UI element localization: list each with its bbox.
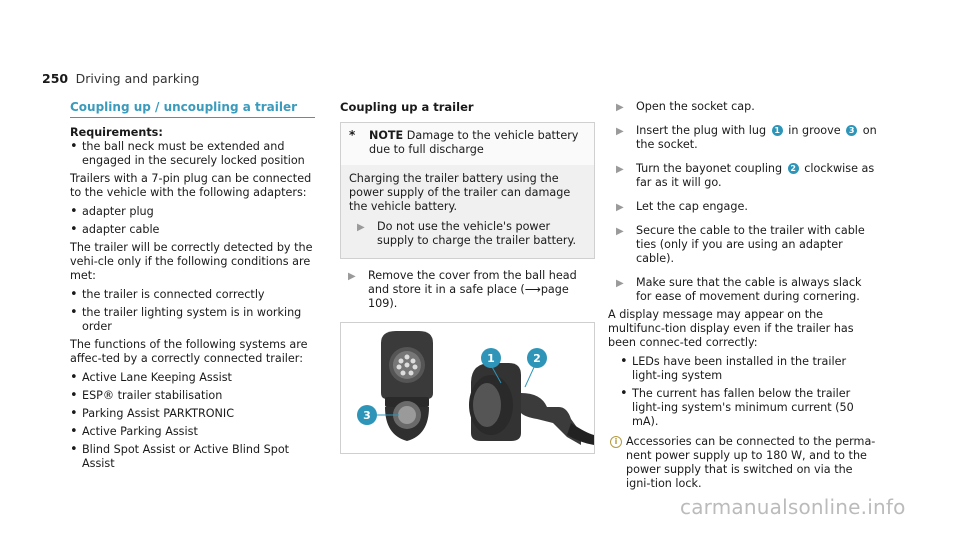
requirements-label: Requirements:: [70, 126, 163, 139]
socket-plug-illustration: [341, 323, 594, 453]
info-icon: i: [610, 436, 622, 448]
note-step: ▶ Do not use the vehicle's power supply to charge the trailer battery.: [357, 220, 577, 247]
subsection-title: Coupling up a trailer: [340, 100, 474, 114]
column-1: [70, 100, 315, 475]
list-item: • Active Lane Keeping Assist: [70, 370, 232, 385]
callout-2-badge: 2: [788, 163, 799, 174]
note-heading: Damage to the vehicle battery due to full discharge: [369, 129, 579, 156]
list-item: • Active Parking Assist: [70, 424, 198, 439]
paragraph: The functions of the following systems are affec-ted by a correctly connected trailer:: [70, 338, 308, 365]
svg-text:3: 3: [363, 409, 371, 422]
paragraph: Trailers with a 7-pin plug can be connected to the vehicle with the following adapters:: [70, 172, 312, 199]
step-arrow-icon: ▶: [616, 126, 624, 137]
page-reference-link[interactable]: page 109).: [368, 283, 569, 310]
step-arrow-icon: ▶: [616, 202, 624, 213]
list-item: • the ball neck must be extended and engaged in the securely locked position: [70, 139, 305, 167]
note-header: [341, 123, 594, 165]
note-text: Charging the trailer battery using the power supply of the trailer can damage the vehicle battery.: [349, 172, 571, 213]
section-title: Coupling up / uncoupling a trailer: [70, 100, 315, 118]
callout-2: [527, 348, 547, 368]
instruction-step: ▶ Remove the cover from the ball head and store it in a safe place (⟶page 109).: [348, 269, 577, 310]
list-item: • LEDs have been installed in the trailer light-ing system: [620, 354, 847, 382]
svg-text:2: 2: [533, 352, 541, 365]
cross-reference-arrow-icon: ⟶: [524, 283, 541, 296]
list-item: • the trailer lighting system is in working order: [70, 305, 302, 333]
step-arrow-icon: ▶: [616, 226, 624, 237]
warning-icon: *: [349, 128, 356, 142]
instruction-step: ▶ Turn the bayonet coupling 2 clockwise as far as it will go.: [616, 162, 875, 189]
list-item: • Blind Spot Assist or Active Blind Spot Assist: [70, 442, 290, 470]
trailer-plug-image: [469, 363, 594, 445]
step-arrow-icon: ▶: [348, 271, 356, 282]
list-item: • ESP® trailer stabilisation: [70, 388, 223, 403]
instruction-step: ▶ Let the cap engage.: [616, 200, 748, 213]
callout-3: [357, 405, 377, 425]
list-item: • the trailer is connected correctly: [70, 287, 265, 302]
svg-text:1: 1: [487, 352, 495, 365]
paragraph: A display message may appear on the multifunc-tion display even if the trailer has been connec-ted correctly:: [608, 308, 854, 349]
step-arrow-icon: ▶: [616, 102, 624, 113]
chapter-title: Driving and parking: [75, 71, 200, 86]
step-arrow-icon: ▶: [616, 164, 624, 175]
note-label: NOTE: [369, 129, 404, 142]
instruction-step: ▶ Secure the cable to the trailer with cable ties (only if you are using an adapter cable).: [616, 224, 865, 265]
instruction-step: ▶ Open the socket cap.: [616, 100, 755, 113]
trailer-socket-image: [381, 331, 433, 441]
list-item: • adapter plug: [70, 204, 154, 219]
step-arrow-icon: ▶: [357, 222, 365, 233]
page-header: [42, 72, 922, 87]
callout-1: [481, 348, 501, 368]
trailer-socket-figure: [340, 322, 595, 454]
column-3: [608, 100, 878, 491]
list-item: • The current has fallen below the trailer light-ing system's minimum current (50 mA).: [620, 386, 854, 428]
watermark: carmanualsonline.info: [680, 495, 906, 519]
note-box: [340, 122, 595, 259]
page-number: 250: [42, 71, 69, 86]
list-item: • adapter cable: [70, 222, 160, 237]
callout-1-badge: 1: [772, 125, 783, 136]
instruction-step: ▶ Insert the plug with lug 1 in groove 3 on the socket.: [616, 124, 877, 151]
note-body: [341, 165, 594, 258]
info-note: i Accessories can be connected to the perma-nent power supply up to 180 W, and to the power supply that is switched on via the igni-tion lock.: [608, 435, 878, 491]
list-item: • Parking Assist PARKTRONIC: [70, 406, 235, 421]
callout-3-badge: 3: [846, 125, 857, 136]
instruction-step: ▶ Make sure that the cable is always slack for ease of movement during cornering.: [616, 276, 862, 303]
step-arrow-icon: ▶: [616, 278, 624, 289]
paragraph: The trailer will be correctly detected by the vehi-cle only if the following conditions are met:: [70, 241, 313, 282]
